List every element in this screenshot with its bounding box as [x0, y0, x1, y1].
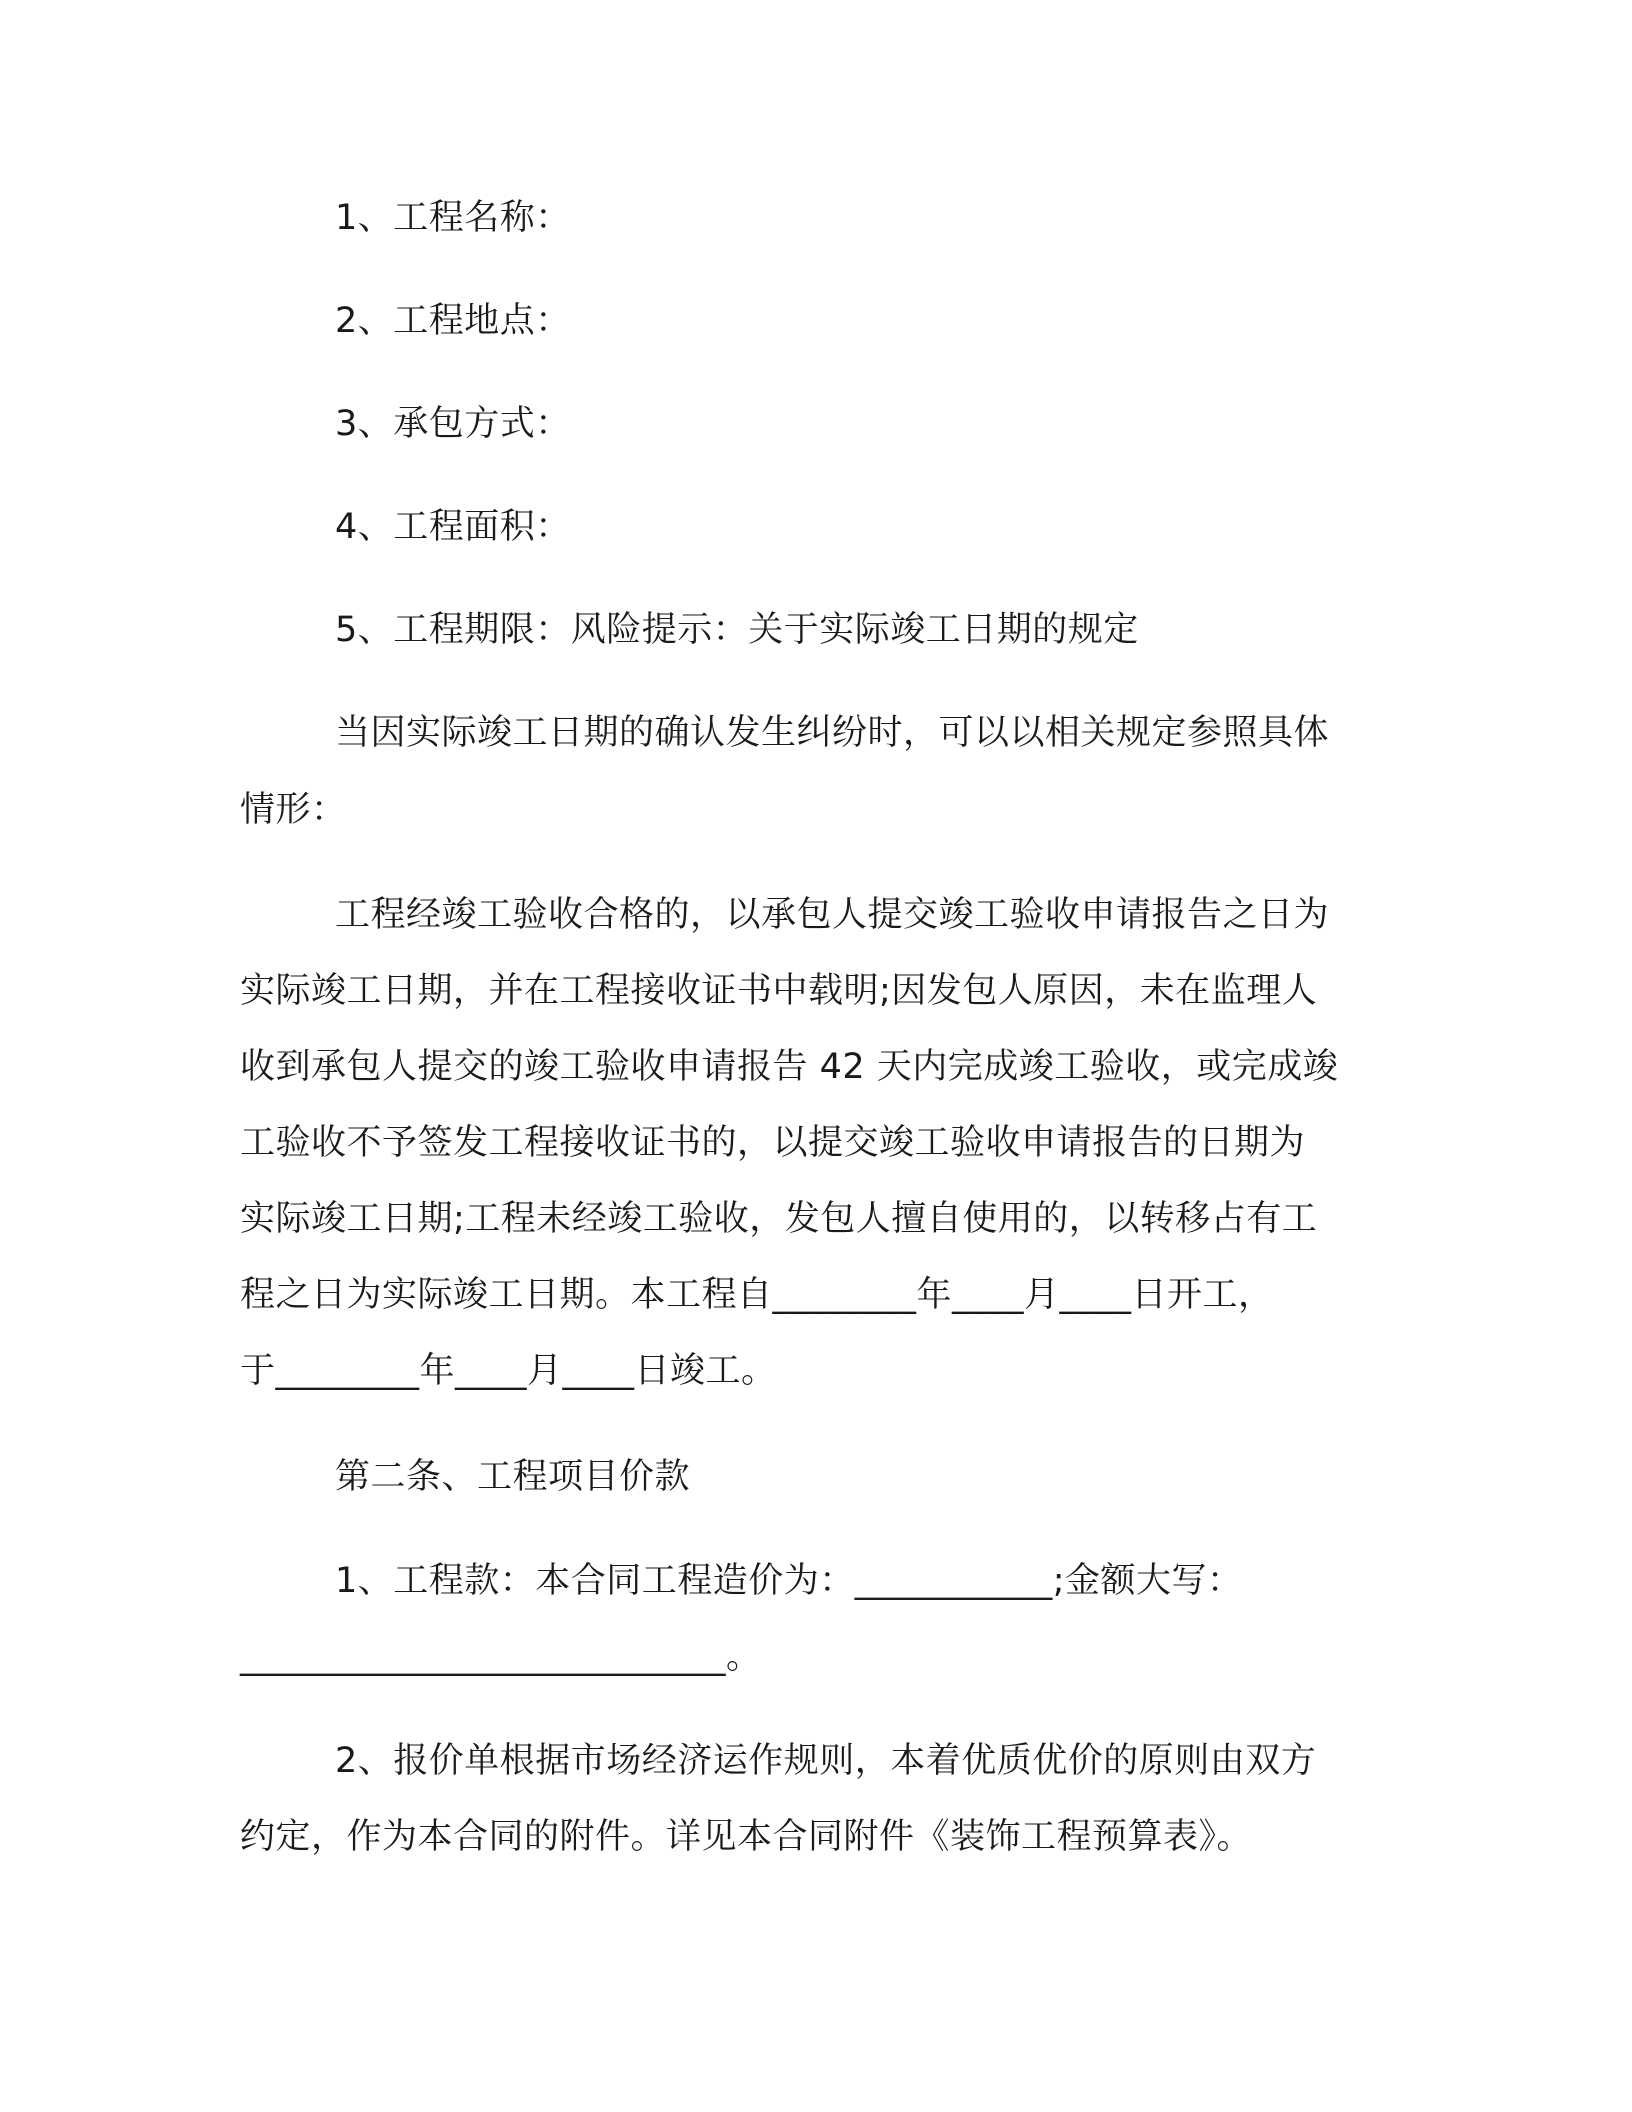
paragraph-line: 约定，作为本合同的附件。详见本合同附件《装饰工程预算表》。	[240, 1817, 1253, 1857]
paragraph-line: 情形：	[240, 790, 347, 830]
paragraph-line: 于________年____月____日竣工。	[240, 1351, 777, 1391]
paragraph-line: 实际竣工日期，并在工程接收证书中载明;因发包人原因，未在监理人	[240, 971, 1318, 1011]
paragraph-line: 2、报价单根据市场经济运作规则，本着优质优价的原则由双方	[335, 1741, 1317, 1781]
item-project-name: 1、工程名称：	[335, 198, 571, 238]
paragraph-line: 收到承包人提交的竣工验收申请报告 42 天内完成竣工验收，或完成竣	[240, 1047, 1339, 1087]
paragraph-line: 当因实际竣工日期的确认发生纠纷时，可以以相关规定参照具体	[335, 713, 1330, 753]
paragraph-line: 1、工程款：本合同工程造价为：___________;金额大写：	[335, 1561, 1243, 1601]
item-contract-method: 3、承包方式：	[335, 404, 571, 444]
paragraph-line: 工程经竣工验收合格的，以承包人提交竣工验收申请报告之日为	[335, 895, 1330, 935]
paragraph-line: 工验收不予签发工程接收证书的，以提交竣工验收申请报告的日期为	[240, 1123, 1306, 1163]
item-project-period: 5、工程期限：风险提示：关于实际竣工日期的规定	[335, 610, 1139, 650]
article-heading: 第二条、工程项目价款	[335, 1457, 691, 1497]
paragraph-line: ___________________________。	[240, 1637, 762, 1677]
paragraph-line: 实际竣工日期;工程未经竣工验收，发包人擅自使用的，以转移占有工	[240, 1199, 1318, 1239]
item-project-location: 2、工程地点：	[335, 301, 571, 341]
item-project-area: 4、工程面积：	[335, 507, 571, 547]
paragraph-line: 程之日为实际竣工日期。本工程自________年____月____日开工，	[240, 1275, 1274, 1315]
